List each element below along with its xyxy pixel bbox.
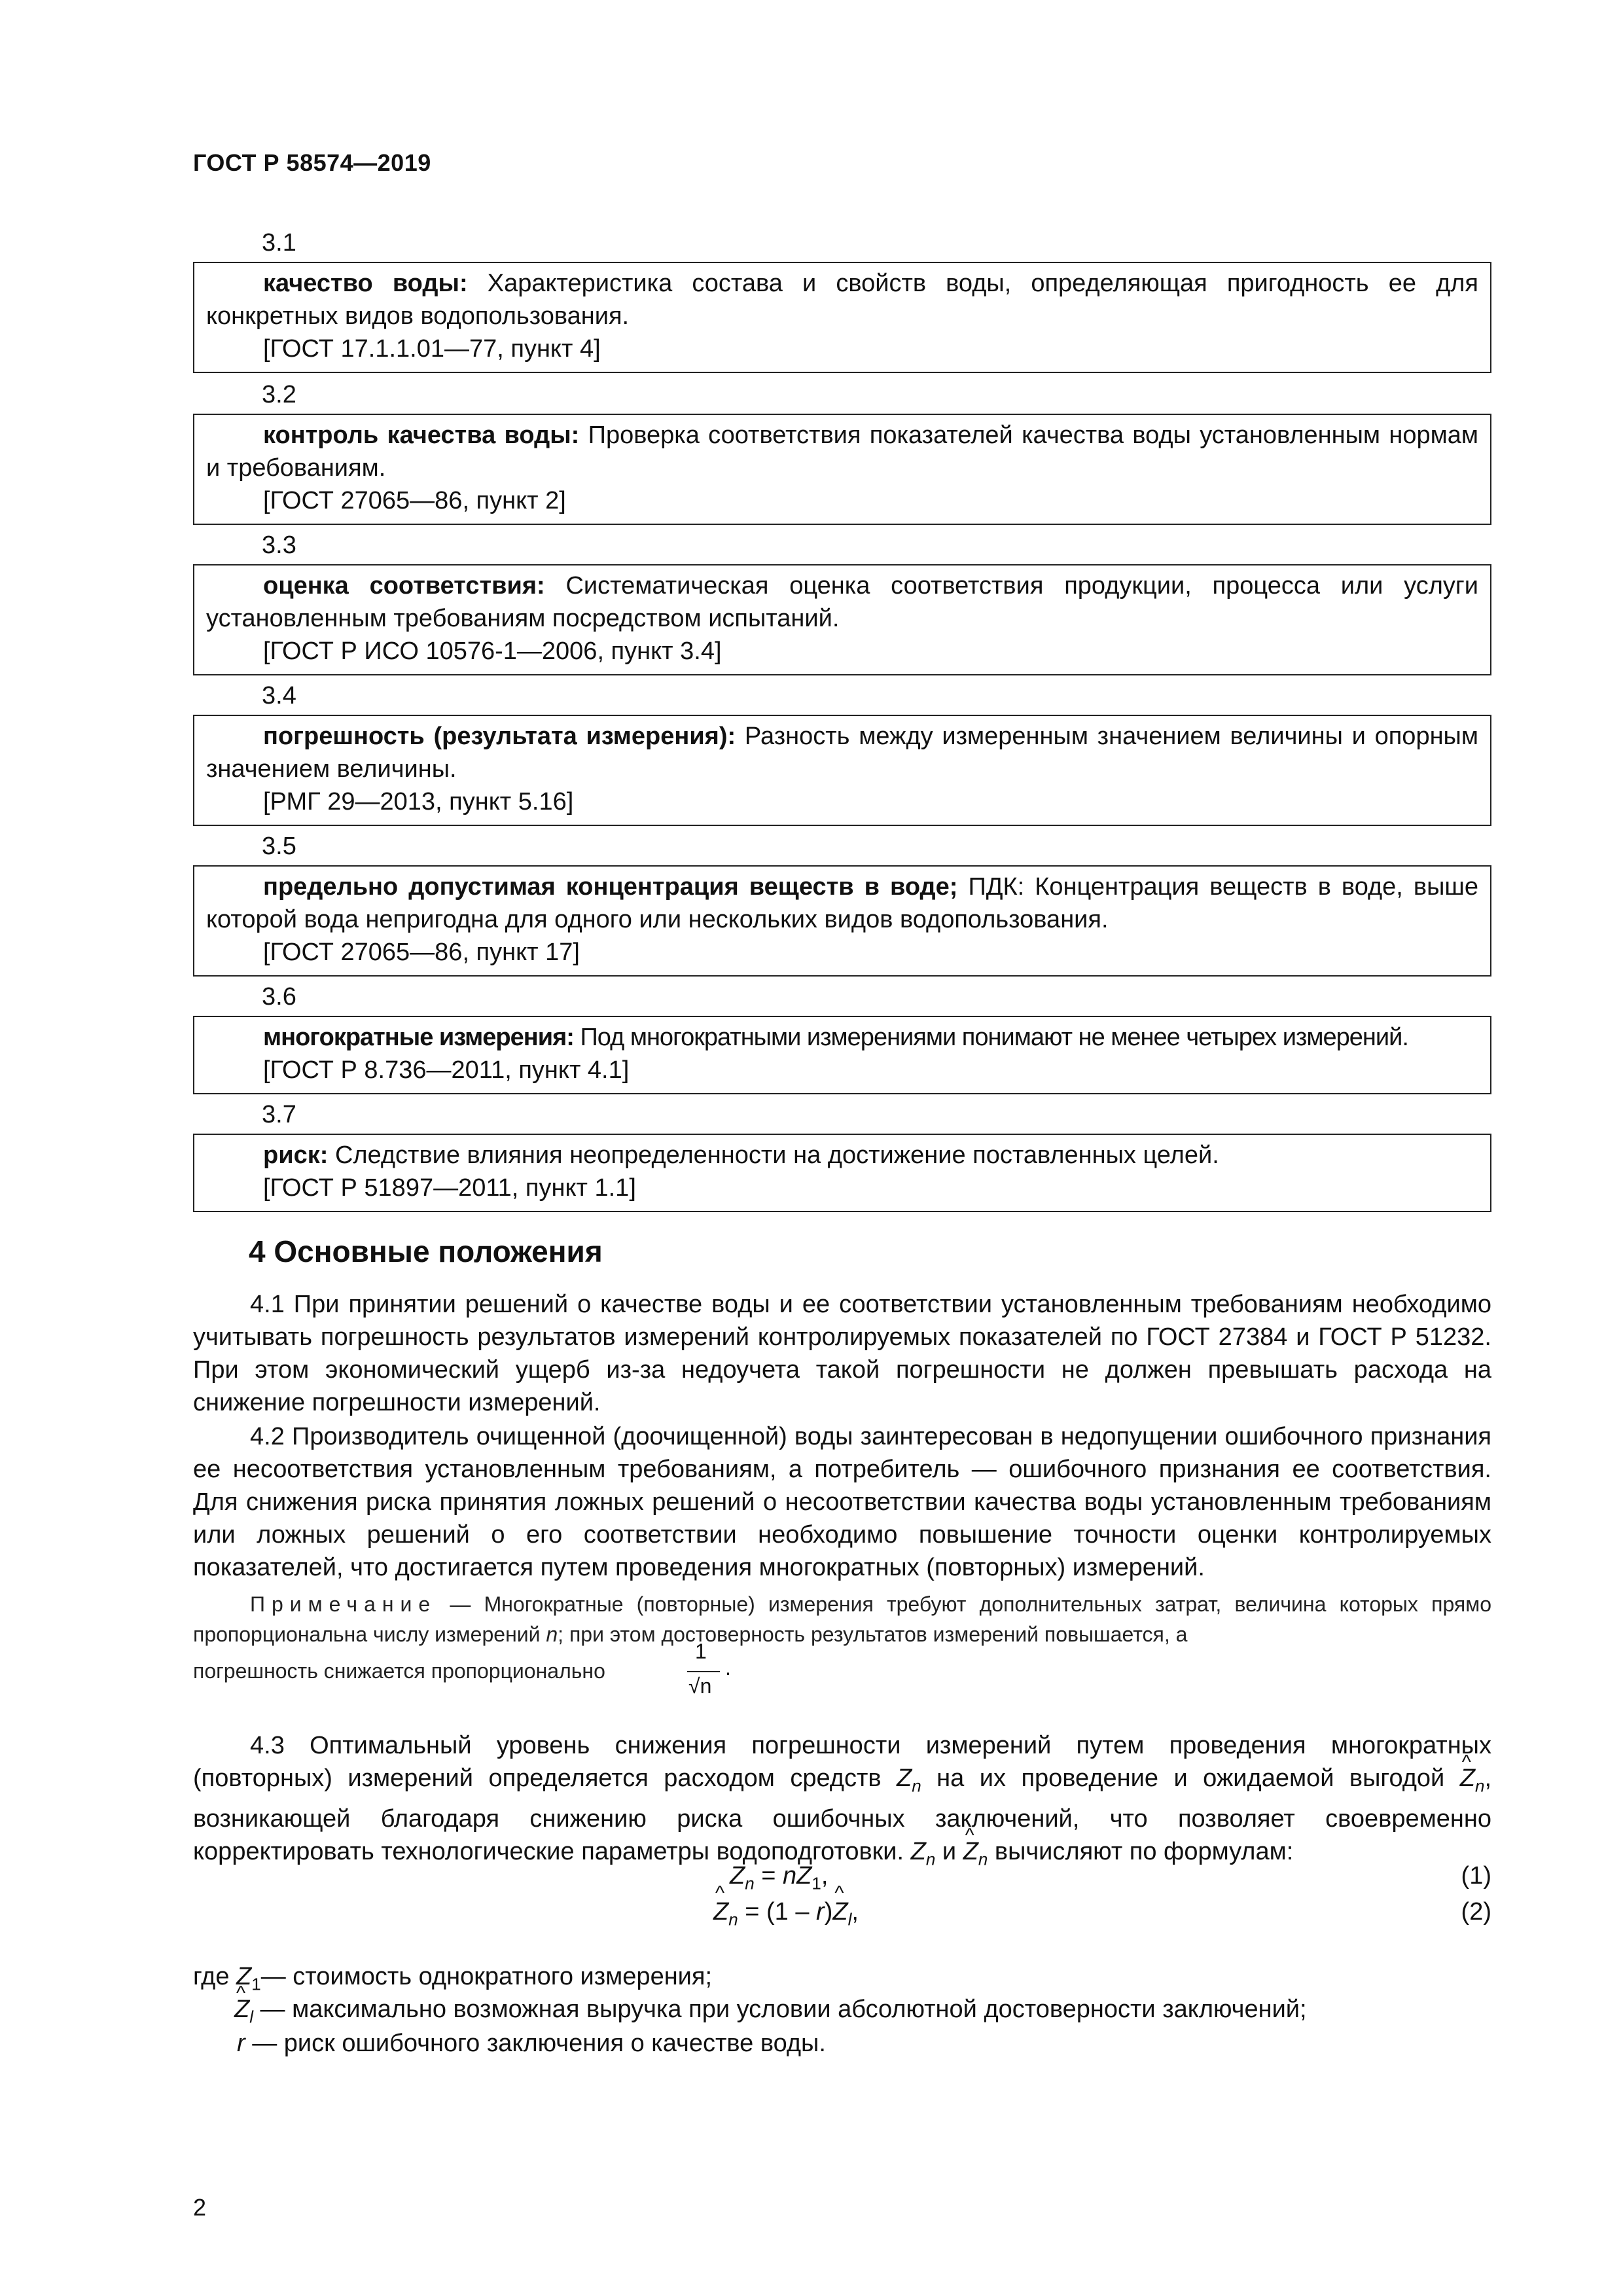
term-number: 3.7 (262, 1101, 296, 1128)
term-number: 3.3 (262, 531, 296, 559)
formula-2: ^ $Z_n = (1$ – r)^ $Z_l$, (713, 1898, 859, 1930)
term-source: [ГОСТ Р ИСО 10576-1—2006, пункт 3.4] (263, 637, 722, 665)
term-number: 3.4 (262, 682, 296, 709)
term-definition-box (193, 564, 1491, 675)
where-line-3: r — риск ошибочного заключения о качестве воды. (237, 2030, 826, 2057)
term-name: оценка соответствия: (263, 572, 545, 600)
term-source: [ГОСТ Р 8.736—2011, пункт 4.1] (263, 1056, 630, 1084)
term-definition: ПДК: Концентрация веществ в воде, выше которой вода непригодна для одного или нескольких видов водопользования. (206, 873, 1478, 933)
term-number: 3.5 (262, 833, 296, 860)
term-name: погрешность (результата измерения): (263, 723, 736, 750)
where-line-1: где $Z_1—$ стоимость однократного измерения; (193, 1963, 713, 1994)
term-name: качество воды: (263, 270, 468, 297)
note-paragraph: Примечание — Многократные (повторные) измерения требуют дополнительных затрат, величина которых прямо пропорциональна числу измерений n; при этом достоверность результатов измерений повышается, а (193, 1592, 1491, 1646)
paragraph-4-3: 4.3 Оптимальный уровень снижения погрешности измерений путем проведения многократных (повторных) измерений определяется расходом средств $Z_n$ на их проведение и ожидаемой выгодой ^ $Z_n$, возникающей благодаря снижению риска ошибочных заключений, что позволяет своевременно корректировать технологические параметры водоподготовки. $Z_n$ и ^ $Z_n$ вычисляют по формулам: (193, 1729, 1491, 1875)
term-number: 3.6 (262, 983, 296, 1011)
term-name: контроль качества воды: (263, 422, 580, 449)
term-name: риск: (263, 1141, 329, 1169)
term-definition-box (193, 865, 1491, 977)
term-definition-box (193, 414, 1491, 525)
paragraph-4-2: 4.2 Производитель очищенной (доочищенной) воды заинтересован в недопущении ошибочного признания ее несоответствия установленным требованиям, а потребитель — ошибочного признания ее соответствия. Для снижения риска принятия ложных решений о несоответствии качества воды установленным требованиям или ложных решений о его соответствии необходимо повышение точности оценки контролируемых показателей, что достигается путем проведения многократных (повторных) измерений. (193, 1423, 1491, 1581)
term-source: [ГОСТ 17.1.1.01—77, пункт 4] (263, 335, 601, 363)
fraction-denominator: √n (688, 1674, 712, 1698)
term-name: многократные измерения: (263, 1024, 574, 1051)
where-line-2: ^ $Z_l$ — максимально возможная выручка при условии абсолютной достоверности заключений; (234, 1993, 1307, 2034)
page-number: 2 (193, 2194, 207, 2221)
term-definition: Следствие влияния неопределенности на достижение поставленных целей. (334, 1141, 1219, 1169)
term-name: предельно допустимая концентрация веществ в воде; (263, 873, 958, 901)
paragraph-4-1: 4.1 При принятии решений о качестве воды и ее соответствии установленным требованиям необходимо учитывать погрешность результатов измерений контролируемых показателей по ГОСТ 27384 и ГОСТ Р 51232. При этом экономический ущерб из-за недоучета такой погрешности не должен превышать расхода на снижение погрешности измерений. (193, 1291, 1491, 1416)
term-definition-box (193, 1016, 1491, 1094)
term-definition: Систематическая оценка соответствия продукции, процесса или услуги установленным требованиям посредством испытаний. (206, 572, 1479, 632)
note-variable: n (546, 1623, 558, 1646)
term-definition: Разность между измеренным значением величины и опорным значением величины. (206, 723, 1478, 783)
fraction-bar (687, 1671, 720, 1672)
formula-2-number: (2) (1461, 1898, 1491, 1926)
term-definition: Характеристика состава и свойств воды, определяющая пригодность ее для конкретных видов водопользования. (206, 270, 1478, 330)
term-source: [ГОСТ 27065—86, пункт 17] (263, 939, 580, 966)
term-source: [ГОСТ 27065—86, пункт 2] (263, 487, 566, 514)
fraction-period: . (725, 1656, 731, 1679)
section-heading: 4 Основные положения (249, 1234, 603, 1268)
document-code-header: ГОСТ Р 58574—2019 (193, 149, 431, 176)
formula-1-number: (1) (1461, 1862, 1491, 1890)
note-label: Примечание (250, 1592, 437, 1616)
term-definition-box (193, 262, 1491, 373)
formula-1: $Z_n = nZ_1$, (730, 1862, 829, 1893)
term-definition: Под многократными измерениями понимают не менее четырех измерений. (580, 1024, 1408, 1051)
term-definition-box (193, 715, 1491, 826)
term-source: [ГОСТ Р 51897—2011, пункт 1.1] (263, 1174, 636, 1202)
term-number: 3.2 (262, 381, 296, 408)
term-definition-box (193, 1134, 1491, 1212)
fraction-numerator: 1 (695, 1640, 707, 1663)
term-source: [РМГ 29—2013, пункт 5.16] (263, 788, 574, 816)
term-definition: Проверка соответствия показателей качества воды установленным нормам и требованиям. (206, 422, 1479, 482)
note-last-line: погрешность снижается пропорционально (193, 1659, 605, 1683)
term-number: 3.1 (262, 229, 296, 257)
